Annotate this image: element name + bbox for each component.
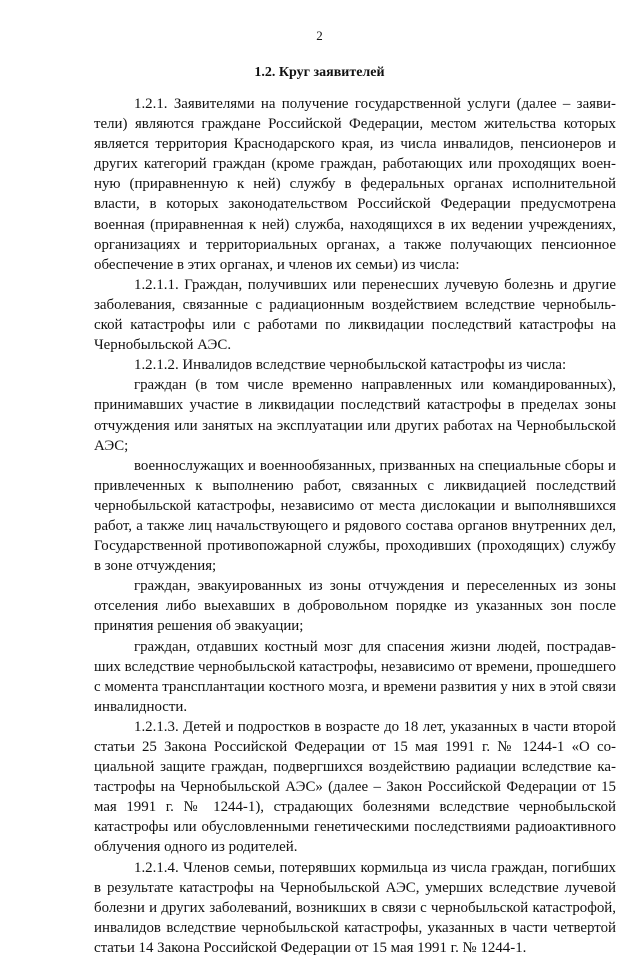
paragraph-servicemen: военнослужащих и военнообязанных, призванных на специальные сборы и привлеченных к выполнению работ, связанных с ликвидацией последствий чернобыльской катастрофы, независимо от места дислокации и выполнявшихся работ, а также лиц начальствующего и рядового состава органов внутренних дел, Государственной противопожарной службы, проходивших (проходящих) службу в зоне отчуждения;	[94, 457, 616, 575]
document-body	[94, 94, 616, 958]
paragraph-1-2-1-4: 1.2.1.4. Членов семьи, потерявших кормильца из числа граждан, погибших в результате катастрофы на Чернобыльской АЭС, умерших вследствие лучевой болезни и других заболеваний, возникших в связи с чернобыльской катастрофой, инвалидов вследствие чернобыльской катастрофы, указанных в части четвертой статьи 14 Закона Российской Федерации от 15 мая 1991 г. № 1244-1.	[94, 859, 616, 956]
page-number: 2	[316, 28, 323, 43]
paragraph-liquidators: граждан (в том числе временно направленных или командированных), принимавших участие в ликвидации последствий катастрофы в пределах зоны отчуждения или занятых на эксплуатации или других работах на Чернобыльской АЭС;	[94, 377, 616, 454]
paragraph-1-2-1-3: 1.2.1.3. Детей и подростков в возрасте до 18 лет, указанных в части второй статьи 25 Закона Российской Федерации от 15 мая 1991 г. № 1244-1 «О социальной защите граждан, подвергшихся воздействию радиации вследствие катастрофы на Чернобыльской АЭС» (далее – Закон Российской Федерации от 15 мая 1991 г. № 1244-1), страдающих болезнями вследствие чернобыльской катастрофы или обусловленными генетическими последствиями радиоактивного облучения одного из родителей.	[94, 718, 616, 856]
paragraph-applicants: 1.2.1. Заявителями на получение государственной услуги (далее – заявители) являются граждане Российской Федерации, местом жительства которых является территория Краснодарского края, из числа инвалидов, пенсионеров и других категорий граждан (кроме граждан, работающих или проходящих военную (приравненную к ней) службу в федеральных органах исполнительной власти, в которых законодательством Российской Федерации предусмотрена военная (приравненная к ней) служба, находящихся в их ведении учреждениях, организациях и территориальных органах, а также получающих пенсионное обеспечение в этих органах, и членов их семьи) из числа:	[94, 96, 616, 273]
paragraph-1-2-1-1: 1.2.1.1. Граждан, получивших или перенесших лучевую болезнь и другие заболевания, связанные с радиационным воздействием вследствие чернобыльской катастрофы или с работами по ликвидации последствий катастрофы на Чернобыльской АЭС.	[94, 276, 616, 354]
section-heading: 1.2. Круг заявителей	[254, 65, 385, 80]
paragraph-bone-marrow-donors: граждан, отдавших костный мозг для спасения жизни людей, пострадавших вследствие чернобыльской катастрофы, независимо от времени, прошедшего с момента трансплантации костного мозга, и времени развития у них в этой связи инвалидности.	[94, 638, 616, 715]
paragraph-1-2-1-2: 1.2.1.2. Инвалидов вследствие чернобыльской катастрофы из числа:	[134, 357, 567, 374]
paragraph-evacuated: граждан, эвакуированных из зоны отчуждения и переселенных из зоны отселения либо выехавших в добровольном порядке из указанных зон после принятия решения об эвакуации;	[94, 578, 616, 635]
